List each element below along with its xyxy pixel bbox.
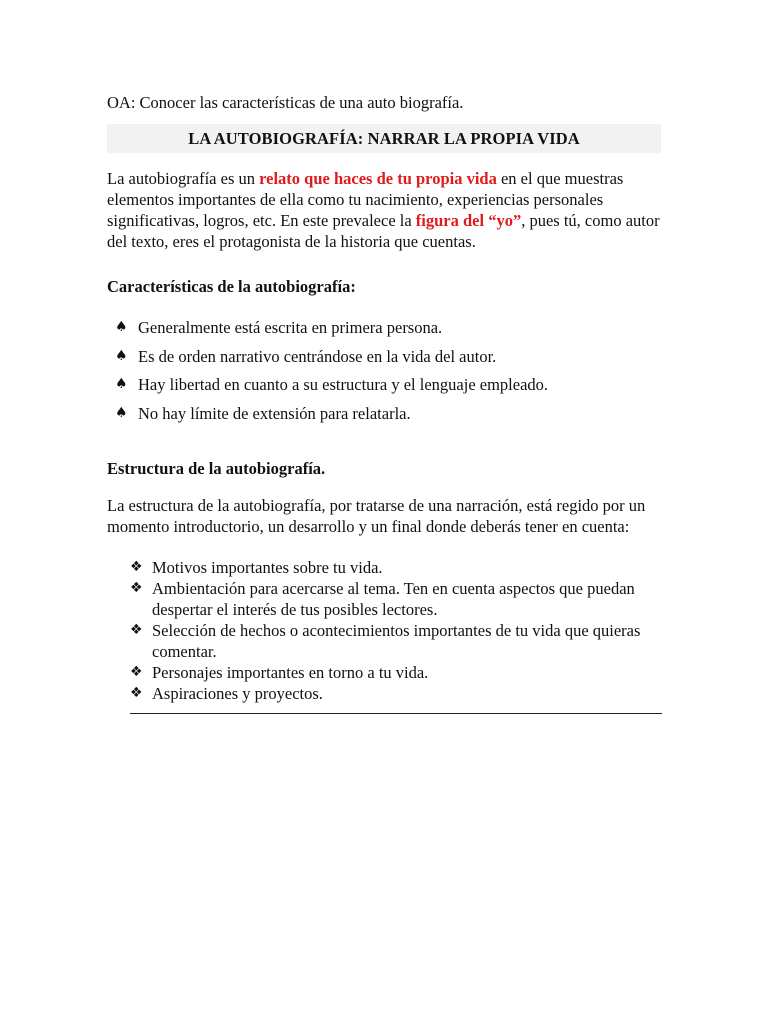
list-item: ♠ Es de orden narrativo centrándose en la vida del autor. — [115, 346, 497, 366]
spade-icon: ♠ — [115, 376, 128, 392]
four-diamond-icon: ❖ — [130, 664, 143, 680]
list-item: ❖ Selección de hechos o acontecimientos importantes de tu vida que quieras comentar. — [130, 621, 641, 661]
objective-line: OA: Conocer las características de una auto biografía. — [107, 93, 464, 112]
intro-highlight-2: figura del “yo” — [415, 211, 522, 230]
structure-heading: Estructura de la autobiografía. — [107, 459, 326, 478]
four-diamond-icon: ❖ — [130, 622, 143, 638]
intro-highlight-1: relato que haces de tu propia vida — [259, 169, 497, 188]
intro-text-1: La autobiografía es un — [107, 169, 260, 188]
four-diamond-icon: ❖ — [130, 559, 143, 575]
spade-icon: ♠ — [115, 347, 128, 364]
intro-text-2: en el que muestras elementos importantes de ella como tu nacimiento, experiencias personales significativas, logros, etc. En este prevalece la — [107, 169, 624, 230]
spade-icon: ♠ — [115, 319, 128, 335]
list-item: ❖ Personajes importantes en torno a tu vida. — [130, 663, 429, 682]
intro-paragraph — [107, 168, 667, 252]
characteristics-list — [115, 317, 548, 431]
list-item: ❖ Motivos importantes sobre tu vida. — [130, 558, 383, 577]
page-title: LA AUTOBIOGRAFÍA: NARRAR LA PROPIA VIDA — [107, 124, 661, 153]
list-item: ♠ No hay límite de extensión para relatarla. — [115, 403, 411, 423]
divider-line — [130, 713, 662, 714]
intro-text-3: , pues tú, como autor del texto, eres el protagonista de la historia que cuentas. — [107, 211, 660, 251]
list-item: ♠ Generalmente está escrita en primera persona. — [115, 318, 443, 337]
four-diamond-icon: ❖ — [130, 580, 143, 596]
structure-list — [130, 557, 670, 704]
structure-paragraph: La estructura de la autobiografía, por tratarse de una narración, está regido por un momento introductorio, un desarrollo y un final donde deberás tener en cuenta: — [107, 496, 646, 536]
list-item: ❖ Aspiraciones y proyectos. — [130, 684, 323, 703]
spade-icon: ♠ — [115, 404, 128, 421]
characteristics-heading: Características de la autobiografía: — [107, 277, 356, 296]
four-diamond-icon: ❖ — [130, 685, 143, 701]
list-item: ❖ Ambientación para acercarse al tema. Ten en cuenta aspectos que puedan despertar el interés de tus posibles lectores. — [130, 579, 635, 619]
list-item: ♠ Hay libertad en cuanto a su estructura y el lenguaje empleado. — [115, 375, 549, 394]
